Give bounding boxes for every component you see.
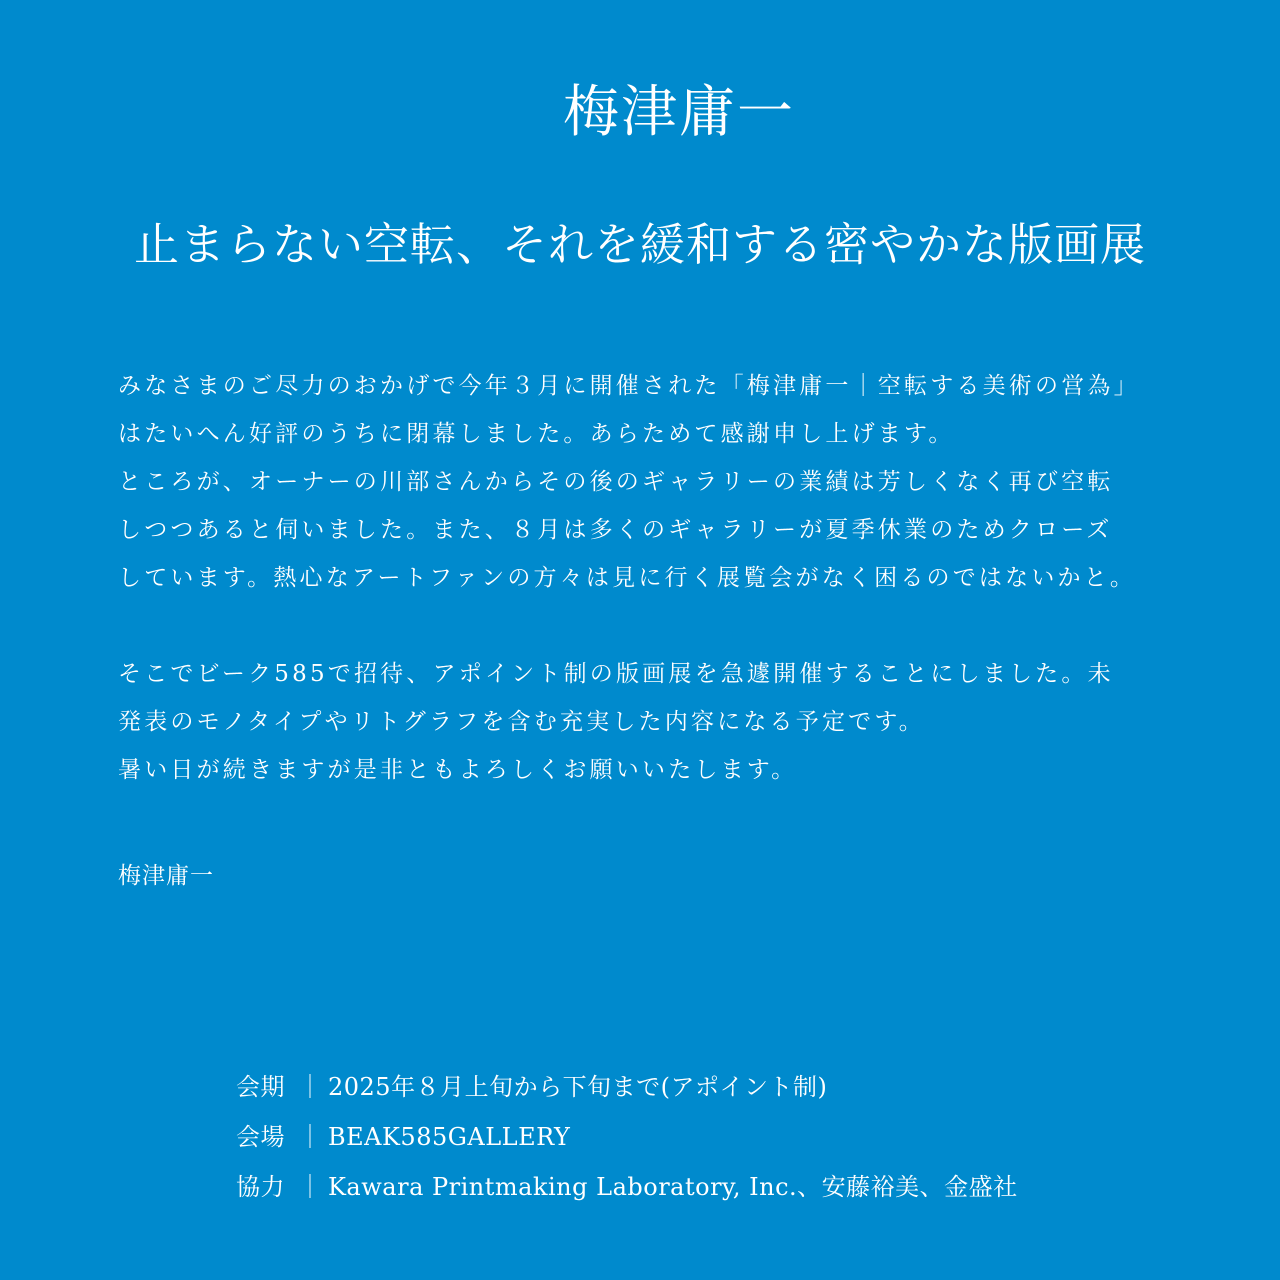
artist-name: 梅津庸一	[563, 80, 795, 145]
detail-value: BEAK585GALLERY	[328, 1123, 571, 1151]
statement-line: しつつあると伺いました。また、８月は多くのギャラリーが夏季休業のためクローズ	[118, 517, 1113, 543]
statement-line: 発表のモノタイプやリトグラフを含む充実した内容になる予定です。	[118, 709, 925, 735]
statement-line: そこでビーク585で招待、アポイント制の版画展を急遽開催することにしました。未	[118, 661, 1114, 687]
statement-line: しています。熱心なアートファンの方々は見に行く展覧会がなく困るのではないかと。	[118, 565, 1137, 591]
statement-line: みなさまのご尽力のおかげで今年３月に開催された「梅津庸一｜空転する美術の営為」	[118, 373, 1140, 399]
signature: 梅津庸一	[118, 863, 214, 889]
statement-line: 暑い日が続きますが是非ともよろしくお願いいたします。	[118, 757, 798, 783]
exhibition-details	[236, 1062, 1018, 1212]
detail-label: 会場	[236, 1123, 285, 1151]
detail-separator: ｜	[298, 1173, 323, 1201]
detail-value: 2025年８月上旬から下旬まで(アポイント制)	[328, 1073, 828, 1101]
detail-label: 協力	[236, 1173, 285, 1201]
detail-label: 会期	[236, 1073, 285, 1101]
detail-separator: ｜	[298, 1073, 323, 1101]
detail-row-period	[236, 1062, 1018, 1112]
detail-row-cooperation	[236, 1162, 1018, 1212]
statement-line: はたいへん好評のうちに閉幕しました。あらためて感謝申し上げます。	[118, 421, 955, 447]
exhibition-title: 止まらない空転、それを緩和する密やかな版画展	[133, 218, 1146, 271]
statement-line: ところが、オーナーの川部さんからその後のギャラリーの業績は芳しくなく再び空転	[118, 469, 1114, 495]
detail-separator: ｜	[298, 1123, 323, 1151]
detail-row-venue	[236, 1112, 1018, 1162]
detail-value: Kawara Printmaking Laboratory, Inc.、安藤裕美、金盛社	[328, 1173, 1018, 1201]
statement-text	[118, 362, 1208, 794]
